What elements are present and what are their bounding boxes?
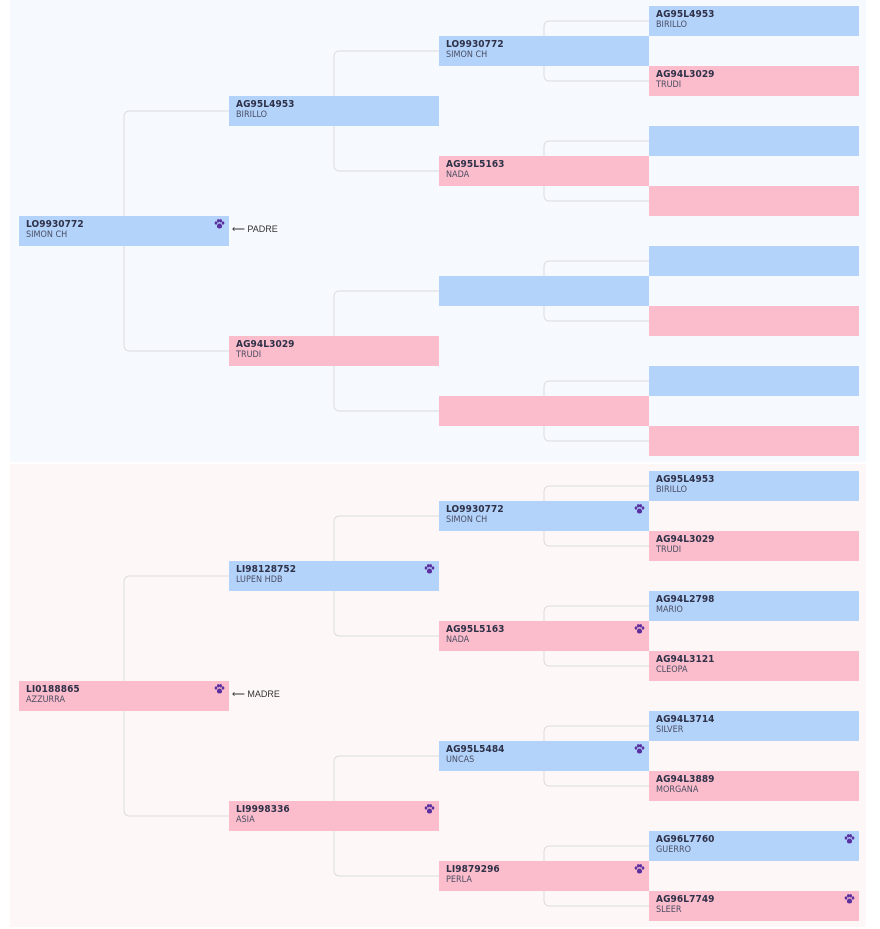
dog-registration-code: AG94L3714	[656, 714, 715, 725]
dam-tree-sire-dam-sire-box[interactable]	[649, 591, 859, 621]
dog-registration-code: AG95L5163	[446, 624, 505, 635]
dog-registration-code: AG95L5484	[446, 744, 505, 755]
sire-tree-root-box[interactable]	[19, 216, 229, 246]
sire-tree-dam-sire-box[interactable]	[439, 276, 649, 306]
dam-label: ⟵ MADRE	[232, 689, 280, 699]
paw-icon	[214, 219, 225, 229]
dam-tree-sire-box[interactable]	[229, 561, 439, 591]
sire-tree-sire-sire-sire-box[interactable]	[649, 6, 859, 36]
sire-tree-sire-dam-box[interactable]	[439, 156, 649, 186]
dog-registration-code: AG94L3029	[656, 69, 715, 80]
sire-tree-dam-box[interactable]	[229, 336, 439, 366]
sire-label: ⟵ PADRE	[232, 224, 278, 234]
sire-tree-sire-dam-sire-box[interactable]	[649, 126, 859, 156]
dog-name: TRUDI	[656, 80, 682, 90]
dog-registration-code: AG96L7760	[656, 834, 715, 845]
dog-name: NADA	[446, 170, 470, 180]
paw-icon	[634, 744, 645, 754]
dog-registration-code: AG95L4953	[656, 9, 715, 20]
dam-tree-root-box[interactable]	[19, 681, 229, 711]
dog-registration-code: AG94L3029	[656, 534, 715, 545]
dam-tree-dam-sire-box[interactable]	[439, 741, 649, 771]
dog-registration-code: LO9930772	[446, 39, 504, 50]
dog-name: LUPEN HDB	[236, 575, 283, 585]
dog-name: BIRILLO	[656, 20, 688, 30]
dog-name: SIMON CH	[26, 230, 68, 240]
dog-name: MARIO	[656, 605, 683, 615]
paw-icon	[424, 564, 435, 574]
dog-name: SIMON CH	[446, 515, 488, 525]
dog-registration-code: LO9930772	[26, 219, 84, 230]
dam-tree-sire-dam-box[interactable]	[439, 621, 649, 651]
dam-tree-dam-dam-dam-box[interactable]	[649, 891, 859, 921]
dog-registration-code: LI9879296	[446, 864, 500, 875]
paw-icon	[424, 804, 435, 814]
dam-tree-dam-box[interactable]	[229, 801, 439, 831]
dog-registration-code: AG96L7749	[656, 894, 715, 905]
dog-name: MORGANA	[656, 785, 699, 795]
dog-registration-code: AG95L4953	[236, 99, 295, 110]
dog-name: GUERRO	[656, 845, 691, 855]
sire-tree-dam-dam-dam-box[interactable]	[649, 426, 859, 456]
dam-tree-sire-dam-dam-box[interactable]	[649, 651, 859, 681]
dam-tree-sire-sire-dam-box[interactable]	[649, 531, 859, 561]
sire-tree-dam-dam-box[interactable]	[439, 396, 649, 426]
dog-name: BIRILLO	[236, 110, 268, 120]
dog-name: PERLA	[446, 875, 472, 885]
paw-icon	[634, 624, 645, 634]
dam-tree-dam-dam-sire-box[interactable]	[649, 831, 859, 861]
dog-registration-code: LI0188865	[26, 684, 80, 695]
dog-name: SILVER	[656, 725, 684, 735]
dog-name: UNCAS	[446, 755, 475, 765]
dog-name: TRUDI	[236, 350, 262, 360]
paw-icon	[214, 684, 225, 694]
sire-tree-dam-dam-sire-box[interactable]	[649, 366, 859, 396]
dam-tree-sire-sire-box[interactable]	[439, 501, 649, 531]
dam-tree-dam-sire-dam-box[interactable]	[649, 771, 859, 801]
dam-tree-sire-sire-sire-box[interactable]	[649, 471, 859, 501]
dog-registration-code: LI98128752	[236, 564, 297, 575]
dog-registration-code: LO9930772	[446, 504, 504, 515]
sire-tree-sire-box[interactable]	[229, 96, 439, 126]
dog-registration-code: AG94L3121	[656, 654, 715, 665]
dog-name: NADA	[446, 635, 470, 645]
dog-name: AZZURRA	[26, 695, 65, 705]
paw-icon	[844, 894, 855, 904]
sire-tree-sire-sire-box[interactable]	[439, 36, 649, 66]
dog-registration-code: AG95L4953	[656, 474, 715, 485]
sire-tree-sire-dam-dam-box[interactable]	[649, 186, 859, 216]
dam-tree-dam-sire-sire-box[interactable]	[649, 711, 859, 741]
dog-name: SLEER	[656, 905, 682, 915]
paw-icon	[634, 864, 645, 874]
dog-registration-code: AG94L3889	[656, 774, 715, 785]
sire-tree-dam-sire-sire-box[interactable]	[649, 246, 859, 276]
dam-tree-dam-dam-box[interactable]	[439, 861, 649, 891]
dog-registration-code: AG95L5163	[446, 159, 505, 170]
paw-icon	[844, 834, 855, 844]
dog-registration-code: LI9998336	[236, 804, 290, 815]
dog-registration-code: AG94L3029	[236, 339, 295, 350]
sire-tree-dam-sire-dam-box[interactable]	[649, 306, 859, 336]
sire-tree-sire-sire-dam-box[interactable]	[649, 66, 859, 96]
dog-registration-code: AG94L2798	[656, 594, 715, 605]
dog-name: BIRILLO	[656, 485, 688, 495]
dog-name: ASIA	[236, 815, 255, 825]
dog-name: CLEOPA	[656, 665, 688, 675]
dog-name: SIMON CH	[446, 50, 488, 60]
dog-name: TRUDI	[656, 545, 682, 555]
paw-icon	[634, 504, 645, 514]
